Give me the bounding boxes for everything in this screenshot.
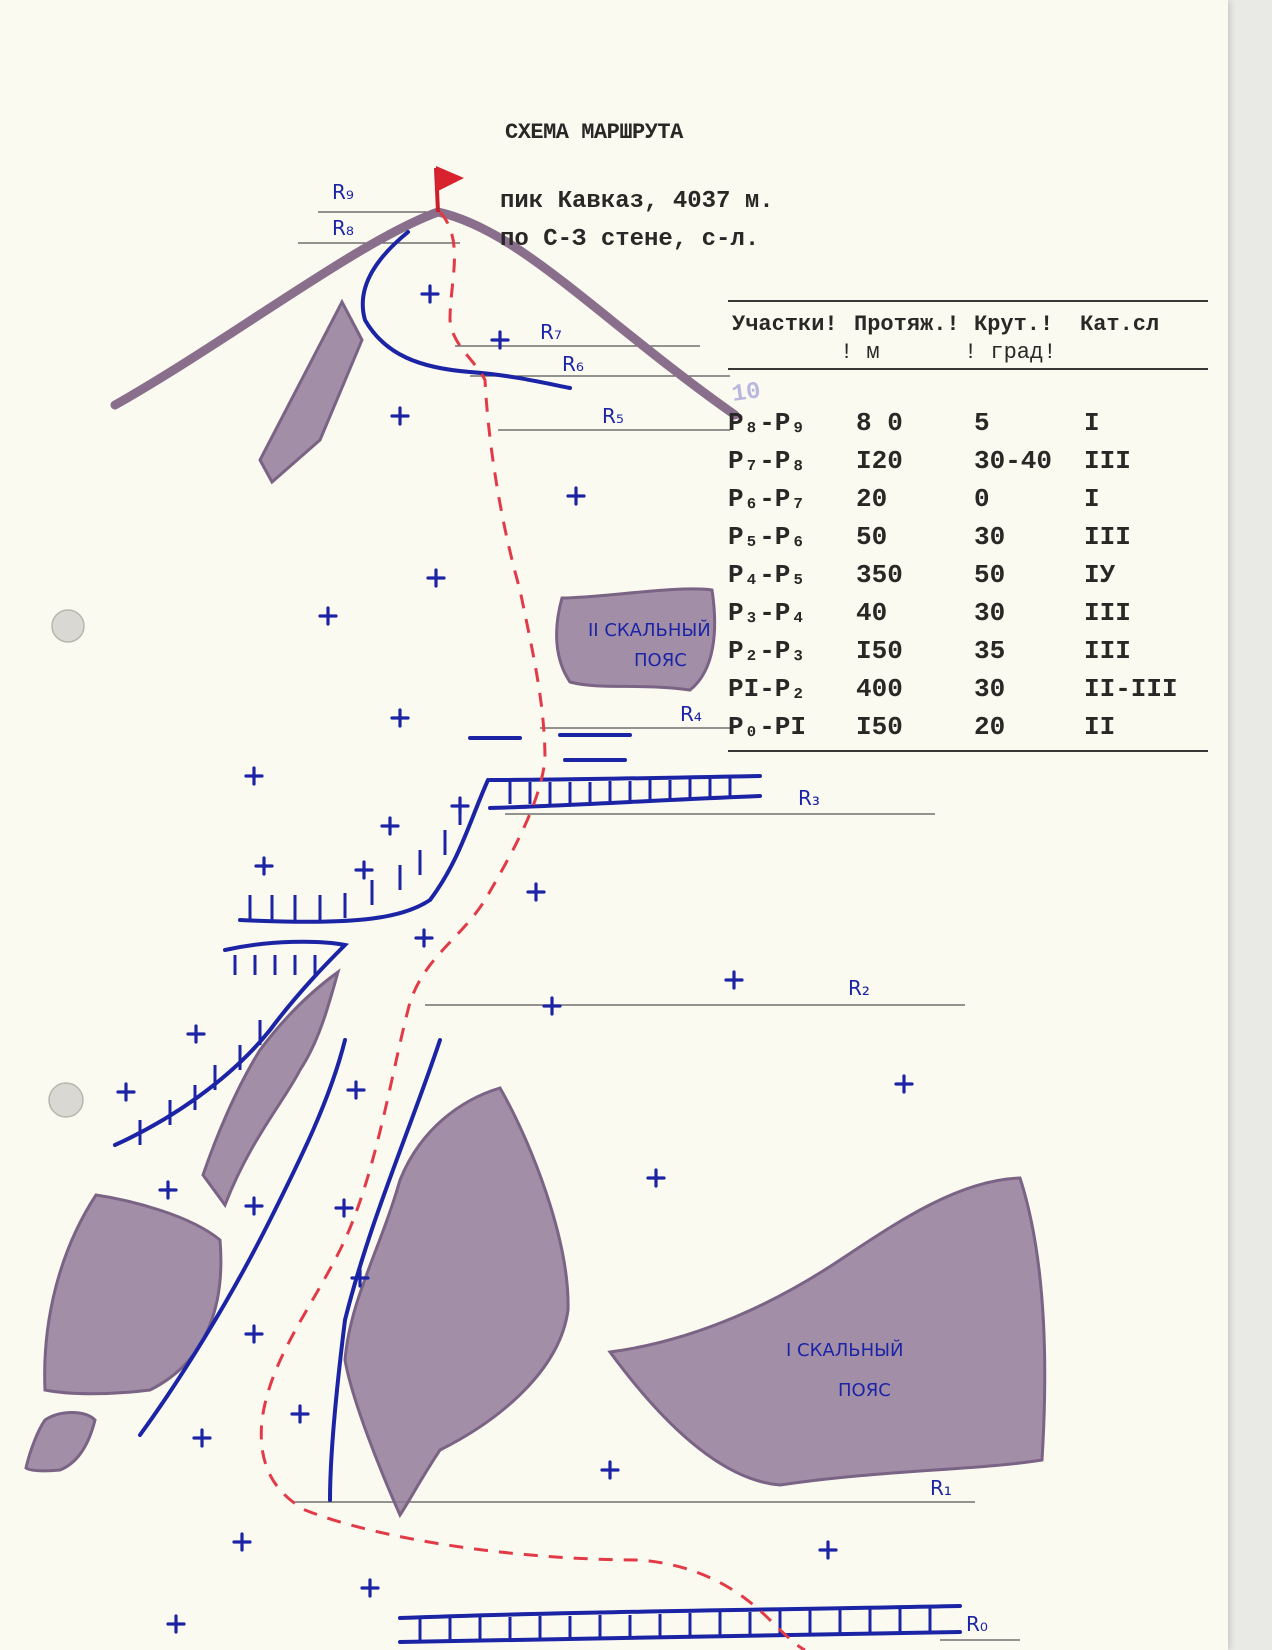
rock-strip [203, 972, 338, 1205]
ice-ledges-r4 [470, 735, 630, 760]
cell-grade: II-III [1084, 674, 1178, 704]
cell-length: 8 0 [856, 408, 903, 438]
header-slope: Крут.! [974, 312, 1054, 337]
cell-grade: I [1084, 408, 1100, 438]
cell-slope: 50 [974, 560, 1006, 590]
table-row [728, 482, 1208, 520]
point-label-r0: R₀ [966, 1612, 988, 1636]
cell-section: P₆-P₇ [728, 484, 807, 514]
point-label-r9: R₉ [332, 180, 354, 204]
punch-holes [49, 610, 84, 1117]
cell-grade: IУ [1084, 560, 1116, 590]
cell-section: P₀-PI [728, 712, 807, 742]
cell-length: I20 [856, 446, 903, 476]
cell-slope: 20 [974, 712, 1006, 742]
table-row [728, 406, 1208, 444]
peak-name: пик Кавказ, 4037 м. [500, 188, 774, 215]
point-label-r5: R₅ [602, 404, 624, 428]
table-row [728, 444, 1208, 482]
cell-grade: III [1084, 636, 1131, 666]
point-label-r2: R₂ [848, 976, 870, 1000]
table-body [728, 370, 1208, 752]
cell-section: P₇-P₈ [728, 446, 807, 476]
cell-section: PI-P₂ [728, 674, 807, 704]
table-header [728, 300, 1208, 370]
rock-band-2-label-b: ПОЯС [634, 650, 687, 671]
faded-stamp: 10 [730, 378, 763, 409]
rock-band-2-label: II СКАЛЬНЫЙ [588, 620, 711, 641]
cell-length: 50 [856, 522, 888, 552]
cell-slope: 5 [974, 408, 990, 438]
cell-grade: II [1084, 712, 1116, 742]
cell-length: 20 [856, 484, 888, 514]
header-length: Протяж.! [854, 312, 960, 337]
header-slope-unit: ! град! [964, 340, 1057, 365]
cell-section: P₂-P₃ [728, 636, 807, 666]
cell-length: 400 [856, 674, 903, 704]
cell-slope: 30 [974, 674, 1006, 704]
cell-length: I50 [856, 712, 903, 742]
rock-left [45, 1195, 221, 1394]
header-grade: Кат.сл [1080, 312, 1160, 337]
table-row [728, 710, 1208, 748]
point-label-r1: R₁ [930, 1476, 952, 1500]
ice-line-r3 [490, 776, 760, 780]
cell-grade: III [1084, 598, 1131, 628]
rock-left-small [26, 1413, 95, 1471]
rock-central [345, 1088, 568, 1515]
rock-summit [260, 302, 362, 482]
table-row [728, 558, 1208, 596]
cell-section: P₄-P₅ [728, 560, 807, 590]
cell-length: I50 [856, 636, 903, 666]
cell-grade: I [1084, 484, 1100, 514]
cell-section: P₅-P₆ [728, 522, 807, 552]
cell-slope: 35 [974, 636, 1006, 666]
cornice-line [363, 232, 570, 388]
cell-length: 350 [856, 560, 903, 590]
point-label-r3: R₃ [798, 786, 820, 810]
summit-flag-icon [436, 166, 464, 212]
rock-band-1-label: I СКАЛЬНЫЙ [786, 1340, 904, 1361]
page-title: СХЕМА МАРШРУТА [505, 120, 683, 145]
cell-section: P₈-P₉ [728, 408, 807, 438]
cell-slope: 30 [974, 598, 1006, 628]
cell-grade: III [1084, 446, 1131, 476]
header-section: Участки! [732, 312, 838, 337]
cell-slope: 30-40 [974, 446, 1053, 476]
table-row [728, 520, 1208, 558]
point-label-r8: R₈ [332, 216, 354, 240]
cell-section: P₃-P₄ [728, 598, 807, 628]
ice-edge-mid [240, 780, 488, 922]
header-length-unit: ! м [840, 340, 880, 365]
point-label-r6: R₆ [562, 352, 584, 376]
table-row [728, 672, 1208, 710]
rock-band-1 [610, 1178, 1045, 1485]
route-sections-table [728, 300, 1208, 752]
point-label-r7: R₇ [540, 320, 562, 344]
rock-band-1-label-b: ПОЯС [838, 1380, 891, 1401]
bergschrund-line [400, 1606, 960, 1618]
cell-slope: 0 [974, 484, 990, 514]
cell-slope: 30 [974, 522, 1006, 552]
table-row [728, 634, 1208, 672]
cell-grade: III [1084, 522, 1131, 552]
route-name: по С-З стене, с-л. [500, 226, 760, 253]
cell-length: 40 [856, 598, 888, 628]
bergschrund-line-b [400, 1632, 960, 1642]
point-label-r4: R₄ [680, 702, 702, 726]
table-row [728, 596, 1208, 634]
